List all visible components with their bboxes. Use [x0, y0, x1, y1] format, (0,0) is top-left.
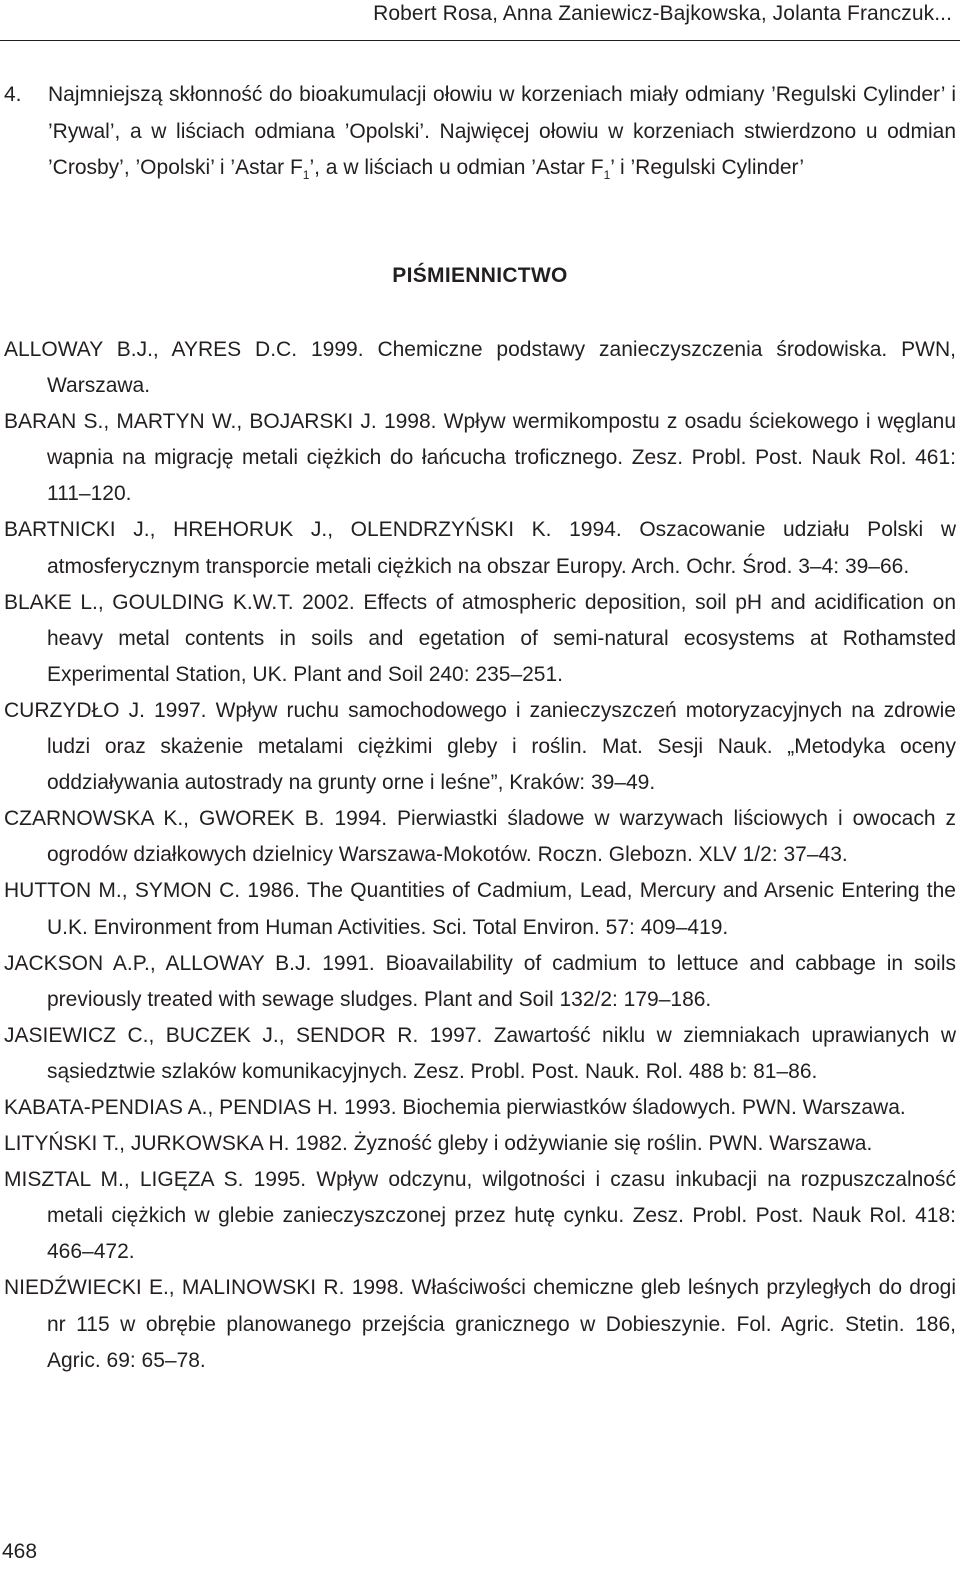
running-header-title: Robert Rosa, Anna Zaniewicz-Bajkowska, Jolanta Franczuk... — [373, 2, 952, 25]
conclusion-text-part: ’, a w liściach u odmian ’Astar F — [309, 156, 604, 179]
page-number: 468 — [2, 1540, 38, 1563]
reference-item: CZARNOWSKA K., GWOREK B. 1994. Pierwiastki śladowe w warzywach liściowych i owocach z ogrodów działkowych dzielnicy Warszawa-Mokotów. Roczn. Glebozn. XLV 1/2: 37–43. — [4, 807, 956, 867]
conclusion-item — [4, 77, 956, 187]
subscript: 1 — [603, 168, 611, 182]
reference-list — [4, 332, 956, 1379]
reference-item: CURZYDŁO J. 1997. Wpływ ruchu samochodowego i zanieczyszczeń motoryzacyjnych na zdrowie ludzi oraz skażenie metalami ciężkimi gleby i roślin. Mat. Sesji Nauk. „Metodyka oceny oddziaływania autostrady na grunty orne i leśne”, Kraków: 39–49. — [4, 698, 956, 795]
reference-item: BLAKE L., GOULDING K.W.T. 2002. Effects of atmospheric deposition, soil pH and acidification on heavy metal contents in soils and egetation of semi-natural ecosystems at Rothamsted Experimental Station, UK. Plant and Soil 240: 235–251. — [4, 590, 956, 686]
reference-item: HUTTON M., SYMON C. 1986. The Quantities of Cadmium, Lead, Mercury and Arsenic Entering the U.K. Environment from Human Activities. Sci. Total Environ. 57: 409–419. — [4, 879, 956, 939]
reference-item: BARTNICKI J., HREHORUK J., OLENDRZYŃSKI K. 1994. Oszacowanie udziału Polski w atmosferycznym transporcie metali ciężkich na obszar Europy. Arch. Ochr. Środ. 3–4: 39–66. — [4, 518, 956, 578]
reference-item: ALLOWAY B.J., AYRES D.C. 1999. Chemiczne podstawy zanieczyszczenia środowiska. PWN, Warszawa. — [4, 338, 956, 398]
reference-item: JACKSON A.P., ALLOWAY B.J. 1991. Bioavailability of cadmium to lettuce and cabbage in soils previously treated with sewage sludges. Plant and Soil 132/2: 179–186. — [4, 951, 956, 1011]
reference-item: MISZTAL M., LIGĘZA S. 1995. Wpływ odczynu, wilgotności i czasu inkubacji na rozpuszczalność metali ciężkich w glebie zanieczyszczonej przez hutę cynku. Zesz. Probl. Post. Nauk Rol. 418: 466–472. — [4, 1168, 956, 1264]
conclusion-text — [48, 77, 956, 187]
section-title: PIŚMIENNICTWO — [392, 264, 568, 287]
reference-item: NIEDŹWIECKI E., MALINOWSKI R. 1998. Właściwości chemiczne gleb leśnych przyległych do drogi nr 115 w obrębie planowanego przejścia granicznego w Dobieszynie. Fol. Agric. Stetin. 186, Agric. 69: 65–78. — [4, 1276, 956, 1372]
reference-item: JASIEWICZ C., BUCZEK J., SENDOR R. 1997. Zawartość niklu w ziemniakach uprawianych w sąsiedztwie szlaków komunikacyjnych. Zesz. Probl. Post. Nauk. Rol. 488 b: 81–86. — [4, 1023, 956, 1083]
reference-item: LITYŃSKI T., JURKOWSKA H. 1982. Żyzność gleby i odżywianie się roślin. PWN. Warszawa. — [4, 1132, 873, 1156]
reference-item: BARAN S., MARTYN W., BOJARSKI J. 1998. Wpływ wermikompostu z osadu ściekowego i węglanu wapnia na migrację metali ciężkich do łańcucha troficznego. Zesz. Probl. Post. Nauk Rol. 461: 111–120. — [4, 410, 956, 506]
reference-item: KABATA-PENDIAS A., PENDIAS H. 1993. Biochemia pierwiastków śladowych. PWN. Warszawa. — [4, 1095, 906, 1119]
conclusion-text-part: ’ i ’Regulski Cylinder’ — [610, 156, 804, 179]
conclusion-number: 4. — [4, 83, 22, 106]
running-header — [0, 0, 960, 41]
subscript: 1 — [302, 168, 310, 182]
conclusion-text-part: Najmniejszą skłonność do bioakumulacji ołowiu w korzeniach miały odmiany ’Regulski Cylinder’ i ’Rywal’, a w liściach odmiana ’Opolski’. Najwięcej ołowiu w korzeniach stwierdzono u odmian ’Crosby’, ’Opolski’ i ’Astar F — [48, 83, 956, 179]
